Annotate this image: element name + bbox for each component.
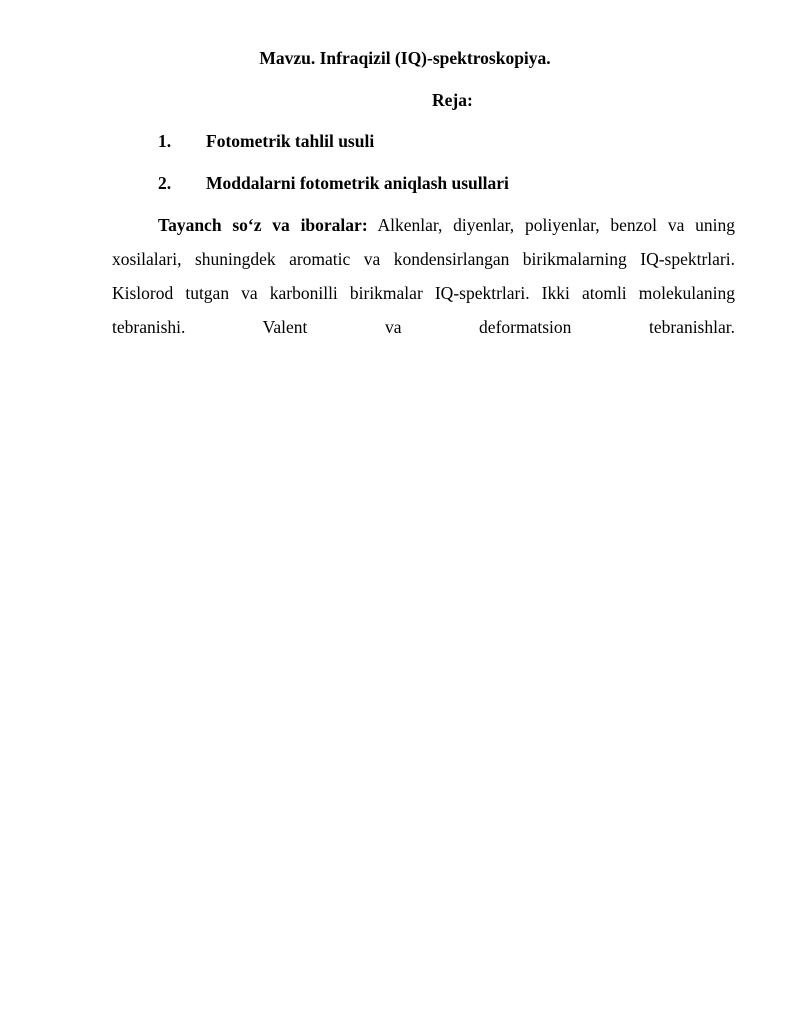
keywords-label: Tayanch so‘z va iboralar: (158, 215, 368, 235)
plan-item-text: Fotometrik tahlil usuli (206, 131, 375, 151)
plan-item (158, 129, 374, 153)
keywords-paragraph (112, 208, 735, 344)
plan-item-text: Moddalarni fotometrik aniqlash usullari (206, 173, 509, 193)
plan-item (158, 171, 509, 195)
page-title: Mavzu. Infraqizil (IQ)-spektroskopiya. (259, 48, 551, 68)
plan-item-number: 1. (158, 131, 172, 151)
plan-item-number: 2. (158, 173, 172, 193)
plan-heading: Reja: (432, 90, 473, 110)
keywords-text: Alkenlar, diyenlar, poliyenlar, benzol va uning xosilalari, shuningdek aromatic va kondensirlangan birikmalarning IQ-spektrlari. Kislorod tutgan va karbonilli birikmalar IQ-spektrlari. Ikki atomli molekulaning tebranishi. Valent va deformatsion tebranishlar. (112, 215, 735, 337)
